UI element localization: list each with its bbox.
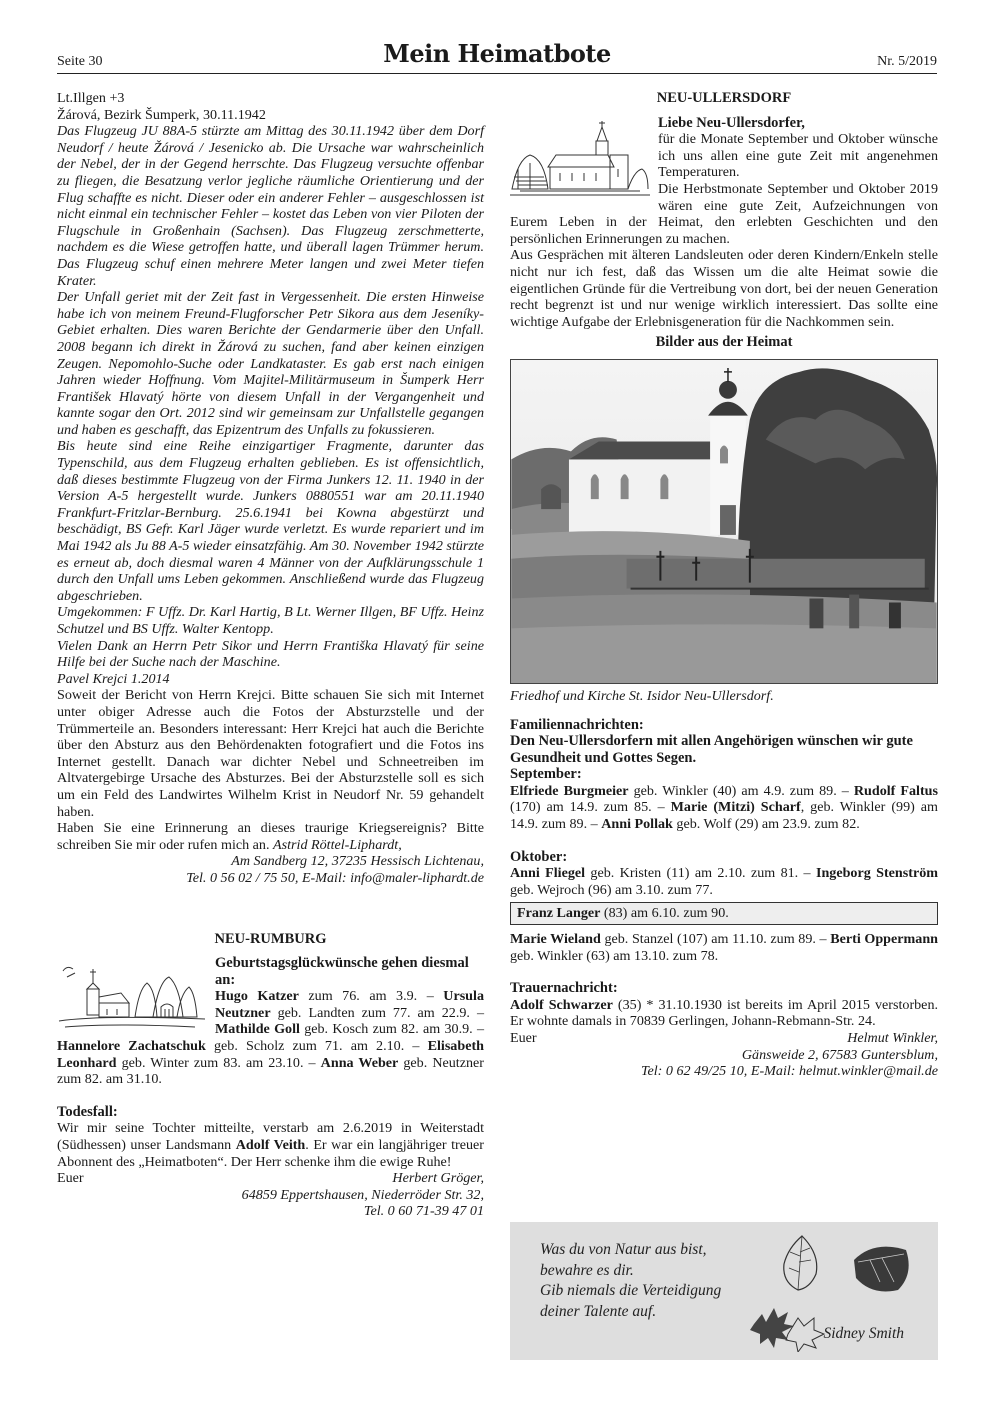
photo-caption: Friedhof und Kirche St. Isidor Neu-Ullersdorf. — [510, 687, 774, 704]
right-column — [510, 90, 938, 1080]
quote-box — [510, 1222, 938, 1360]
signature-closing: Euer — [57, 1170, 84, 1187]
body-paragraph: Die Herbstmonate September und Oktober 2019 wären eine gute Zeit, Aufzeichnungen von Eurem Leben in der Heimat, den erlebten Geschichten und den persönlichen Erinnerungen zu machen. — [510, 180, 938, 247]
quote-text: Was du von Natur aus bist, bewahre es dir. Gib niemals die Verteidigung deiner Talente auf. — [540, 1241, 722, 1320]
church-photo — [510, 359, 938, 684]
body-paragraph: Soweit der Bericht von Herrn Krejci. Bitte schauen Sie sich mit Internet unter obiger Adresse auch die Fotos der Absturzstelle und der Trümmerteile an. Besonders interessant: Herr Krejci hat auch die Berichte über den Absturz aus den Behördenakten fotografiert und die Fotos ins Internet gestellt. Danach war dichter Nebel und Schneetreiben im Altvatergebirge Ursache des Absturzes. Bei der Absturzstelle soll es sich um ein Feld des Landwirtes Wilhelm Krist in Neudorf Nr. 59 gehandelt haben. — [57, 687, 484, 820]
signature-contact: Tel: 0 62 49/25 10, E-Mail: helmut.winkler@mail.de — [640, 1063, 938, 1080]
village-church-illustration — [57, 957, 207, 1033]
story-paragraph: Vielen Dank an Herrn Petr Sikor und Herrn Františka Hlavatý für seine Hilfe bei der Suche nach der Maschine. — [57, 637, 484, 671]
story-title: Lt.Illgen +3 — [57, 90, 125, 106]
september-list: Elfriede Burgmeier geb. Winkler (40) am 4.9. zum 89. – Rudolf Faltus (170) am 14.9. zum 85. – Marie (Mitzi) Scharf, geb. Winkler (99) am 14.9. zum 89. – Anni Pollak geb. Wolf (29) am 23.9. zum 82. — [510, 782, 938, 833]
signature-name: Herbert Gröger, — [392, 1170, 484, 1187]
leaf-icon — [772, 1232, 828, 1294]
mourning-heading: Trauernachricht: — [510, 980, 618, 997]
signature — [57, 1170, 484, 1187]
signature-contact: Tel. 0 60 71-39 47 01 — [363, 1203, 484, 1220]
body-paragraph: Aus Gesprächen mit älteren Landsleuten oder deren Kindern/Enkeln stelle nicht nur ich fest, daß das Wissen um die alte Heimat sowie die eigentlichen Gründe für die Vertreibung von dort, bei der neuen Generation recht begrenzt ist und nur wenige wirklich interessiert. Das sollte eine wichtige Aufgabe der Erlebnisgeneration für die Nachkommen sein. — [510, 247, 938, 330]
signature-address: Am Sandberg 12, 37235 Hessisch Lichtenau, — [231, 853, 484, 870]
body-paragraph: Haben Sie eine Erinnerung an dieses traurige Kriegsereignis? Bitte schreiben Sie mir oder rufen mich an. Astrid Röttel-Liphardt, — [57, 820, 484, 853]
signature-contact: Tel. 0 56 02 / 75 50, E-Mail: info@maler-liphardt.de — [186, 869, 484, 886]
quote-author: Sidney Smith — [823, 1325, 904, 1342]
story-place: Žárová, Bezirk Šumperk, 30.11.1942 — [57, 106, 266, 123]
masthead: Mein Heimatbote — [383, 39, 611, 68]
body-paragraph: für die Monate September und Oktober wünsche ich uns allen eine gute Zeit mit angenehmen Temperaturen. — [658, 131, 938, 181]
signature-address: Gänsweide 2, 67583 Guntersblum, — [741, 1046, 938, 1063]
signature-address: 64859 Eppertshausen, Niederröder Str. 32, — [241, 1186, 484, 1203]
october-list: Marie Wieland geb. Stanzel (107) am 11.10. zum 89. – Berti Oppermann geb. Winkler (63) am 13.10. zum 78. — [510, 931, 938, 964]
signature-name: Astrid Röttel-Liphardt, — [273, 836, 402, 853]
page-number: Seite 30 — [57, 54, 103, 69]
story-author: Pavel Krejci 1.2014 — [57, 670, 170, 687]
greeting: Liebe Neu-Ullersdorfer, — [658, 114, 805, 131]
signature-closing: Euer — [510, 1030, 537, 1046]
rumburg-subheading: Geburtstagsglückwünsche gehen diesmal an: — [215, 955, 469, 988]
september-heading: September: — [510, 766, 582, 783]
birthday-list: Hugo Katzer zum 76. am 3.9. – Ursula Neutzner geb. Landten zum 77. am 22.9. – Mathilde Goll geb. Kosch zum 82. am 30.9. – Hannelore Zachatschuk geb. Scholz zum 71. am 2.10. – Elisabeth Leonhard geb. Winter zum 83. am 23.10. – Anna Weber geb. Neutzner zum 82. am 31.10. — [57, 988, 485, 1088]
leaf-icon — [850, 1240, 914, 1298]
story-paragraph: Das Flugzeug JU 88A-5 stürzte am Mittag des 30.11.1942 über dem Dorf Neudorf / heute Žárová / Jesenicko ab. Die Ursache war wahrscheinlich der Nebel, der in der Gegend herrschte. Das Flugzeug versuchte offenbar zu fliegen, die Besatzung verlor jegliche räumliche Orientierung und der Flug schaffte es nicht. Dieser oder ein anderer Fehler – ausgeschlossen ist nicht einmal ein technischer Fehler – kostet das Leben von vier Piloten der Flugschule in Großenhain (Sachsen). Das Flugzeug zerschmetterte, nachdem es die Wiese getroffen hatte, und überall lagen Trümmer herum. Das Flugzeug schuf einen mehrere Meter langen und zwei Meter tiefen Krater. — [57, 123, 484, 289]
death-heading: Todesfall: — [57, 1103, 118, 1120]
signature — [510, 1030, 938, 1047]
leaf-icon — [744, 1294, 828, 1352]
header-rule — [57, 73, 937, 74]
page-header — [57, 39, 937, 76]
highlighted-birthday: Franz Langer (83) am 6.10. zum 90. — [510, 902, 938, 925]
mourning-notice: Adolf Schwarzer (35) * 31.10.1930 ist bereits im April 2015 verstorben. Er wohnte damals in 70839 Gerlingen, Johann-Rebmann-Str. 24. — [510, 996, 939, 1030]
issue-number: Nr. 5/2019 — [877, 54, 937, 69]
signature-name: Helmut Winkler, — [847, 1030, 938, 1046]
family-heading: Familiennachrichten: — [510, 716, 644, 733]
section-heading-rumburg: NEU-RUMBURG — [214, 930, 327, 947]
story-paragraph: Umgekommen: F Uffz. Dr. Karl Hartig, B Lt. Werner Illgen, BF Uffz. Heinz Schutzel und BS Uffz. Walter Kentopp. — [57, 604, 484, 637]
october-list: Anni Fliegel geb. Kristen (11) am 2.10. zum 81. – Ingeborg Stenström geb. Wejroch (96) am 3.10. zum 77. — [510, 865, 938, 898]
family-subheading: Den Neu-Ullersdorfern mit allen Angehörigen wünschen wir gute Gesundheit und Gottes Segen. — [510, 733, 913, 766]
story-paragraph: Der Unfall geriet mit der Zeit fast in Vergessenheit. Die ersten Hinweise habe ich von meinem Freund-Flugforscher Petr Sikora aus dem Jeseníky-Gebiet erhalten. Dies waren Berichte der Gendarmerie über den Unfall. 2008 begann ich direkt in Žárová zu suchen, fand aber keinen einzigen Zeugen. Nepomohlo-Suche oder Landkataster. Es gab erst nach einigen Jahren wieder Hoffnung. Vom Majitel-Militärmuseum in Šumperk Herr František Hlavatý hörte von diesem Unfall in der Vergangenheit und kannte sogar den Ort. 2012 sind wir gemeinsam zur Unfallstelle gegangen und haben es geschafft, das Epizentrum des Unfalls zu fokussieren. — [57, 289, 484, 438]
church-illustration — [510, 117, 650, 199]
story-paragraph: Bis heute sind eine Reihe einzigartiger Fragmente, darunter das Typenschild, aus dem Flugzeug erhalten geblieben. Es ist offensichtlich, daß dieses bestimmte Flugzeug von der Firma Junkers 12. 11. 1940 in der Version A-5 hergestellt wurde. Junkers 0880551 war am 20.11.1940 Frankfurt-Fritzlar-Bernburg. 25.6.1941 bei Kowna abgestürzt und beschädigt, BS Gefr. Karl Jäger wurde verletzt. Es wurde repariert und im Mai 1942 als Ju 88 A-5 wieder einsatzfähig. Am 30. November 1942 stürzte es erneut ab, doch diesmal waren 4 Männer von der Aufklärungsschule 1 durch den Unfall ums Leben gekommen. Anschließend wurde das Flugzeug abgeschrieben. — [57, 438, 484, 604]
pictures-heading: Bilder aus der Heimat — [655, 334, 793, 351]
left-column — [57, 90, 484, 1220]
october-heading: Oktober: — [510, 848, 568, 865]
death-notice: Wir mir seine Tochter mitteilte, verstarb am 2.6.2019 in Weiterstadt (Südhessen) unser Landsmann Adolf Veith. Er war ein langjähriger treuer Abonnent des „Heimatboten“. Der Herr schenke ihm die ewige Ruhe! — [57, 1120, 484, 1170]
section-heading-ullersdorf: NEU-ULLERSDORF — [656, 90, 792, 106]
